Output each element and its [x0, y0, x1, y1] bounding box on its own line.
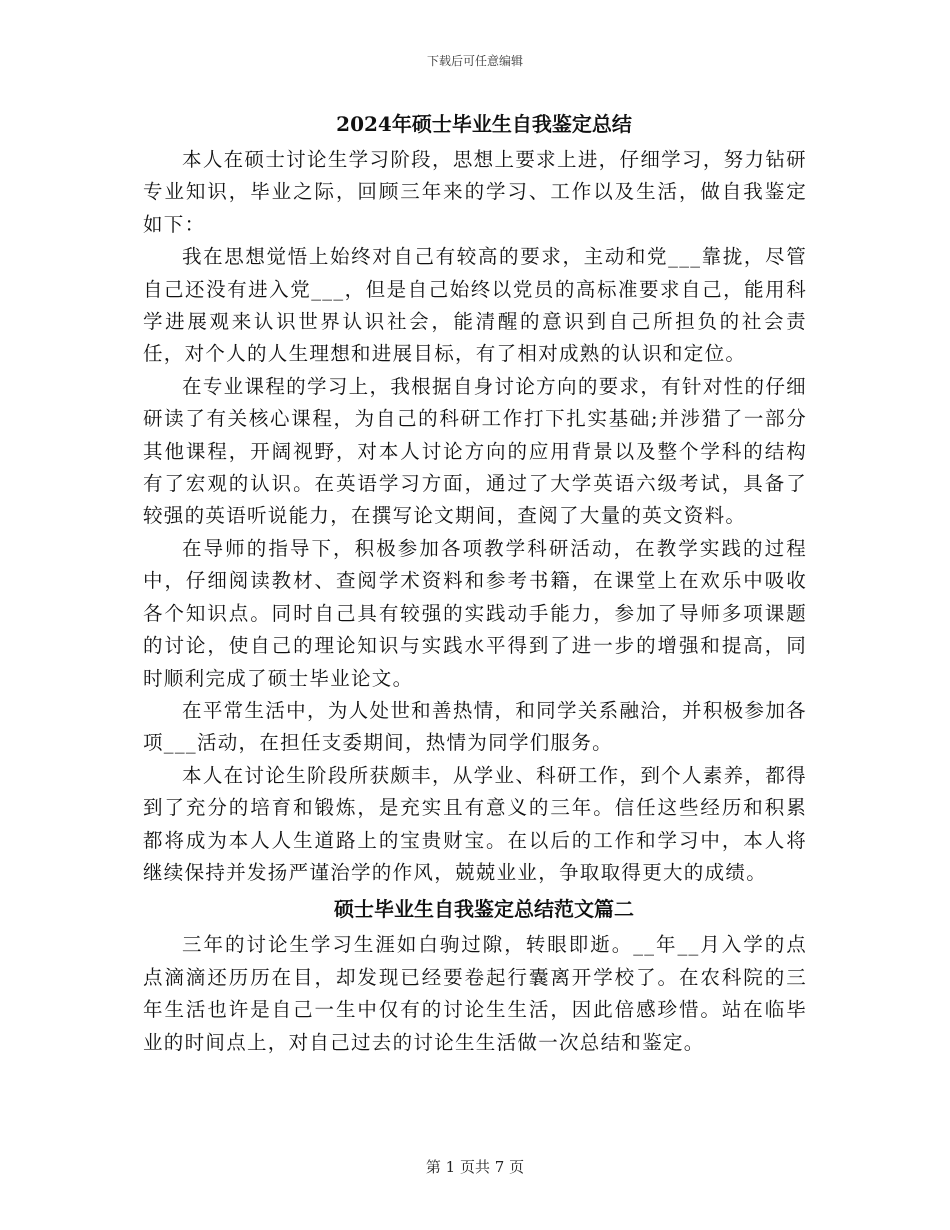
paragraph: 三年的讨论生学习生涯如白驹过隙，转眼即逝。__年__月入学的点点滴滴还历历在目，却发现已经要卷起行囊离开学校了。在农科院的三年生活也许是自己一生中仅有的讨论生生活，因此倍感珍惜。站在临毕业的时间点上，对自己过去的讨论生生活做一次总结和鉴定。: [143, 933, 807, 1054]
section-title: 硕士毕业生自我鉴定总结范文篇二: [334, 897, 634, 922]
paragraph: 本人在讨论生阶段所获颇丰，从学业、科研工作，到个人素养，都得到了充分的培育和锻炼，是充实且有意义的三年。信任这些经历和积累都将成为本人人生道路上的宝贵财宝。在以后的工作和学习中，本人将继续保持并发扬严谨治学的作风，兢兢业业，争取取得更大的成绩。: [143, 763, 807, 884]
document-body: [143, 104, 807, 1059]
document-title: 2024年硕士毕业生自我鉴定总结: [336, 112, 632, 136]
paragraph: 在平常生活中，为人处世和善热情，和同学关系融洽，并积极参加各项___活动，在担任支委期间，热情为同学们服务。: [143, 698, 807, 755]
header-note: 下载后可任意编辑: [426, 54, 523, 68]
paragraph: 本人在硕士讨论生学习阶段，思想上要求上进，仔细学习，努力钻研专业知识，毕业之际，回顾三年来的学习、工作以及生活，做自我鉴定如下：: [143, 148, 807, 236]
paragraph: 我在思想觉悟上始终对自己有较高的要求，主动和党___靠拢，尽管自己还没有进入党___，但是自己始终以党员的高标准要求自己，能用科学进展观来认识世界认识社会，能清醒的意识到自己所担负的社会责任，对个人的人生理想和进展目标，有了相对成熟的认识和定位。: [143, 245, 807, 366]
paragraph: 在专业课程的学习上，我根据自身讨论方向的要求，有针对性的仔细研读了有关核心课程，为自己的科研工作打下扎实基础;并涉猎了一部分其他课程，开阔视野，对本人讨论方向的应用背景以及整个学科的结构有了宏观的认识。在英语学习方面，通过了大学英语六级考试，具备了较强的英语听说能力，在撰写论文期间，查阅了大量的英文资料。: [143, 374, 807, 528]
paragraph: 在导师的指导下，积极参加各项教学科研活动，在教学实践的过程中，仔细阅读教材、查阅学术资料和参考书籍，在课堂上在欢乐中吸收各个知识点。同时自己具有较强的实践动手能力，参加了导师多项课题的讨论，使自己的理论知识与实践水平得到了进一步的增强和提高，同时顺利完成了硕士毕业论文。: [143, 536, 807, 690]
page-number: 第 1 页共 7 页: [425, 1158, 525, 1176]
